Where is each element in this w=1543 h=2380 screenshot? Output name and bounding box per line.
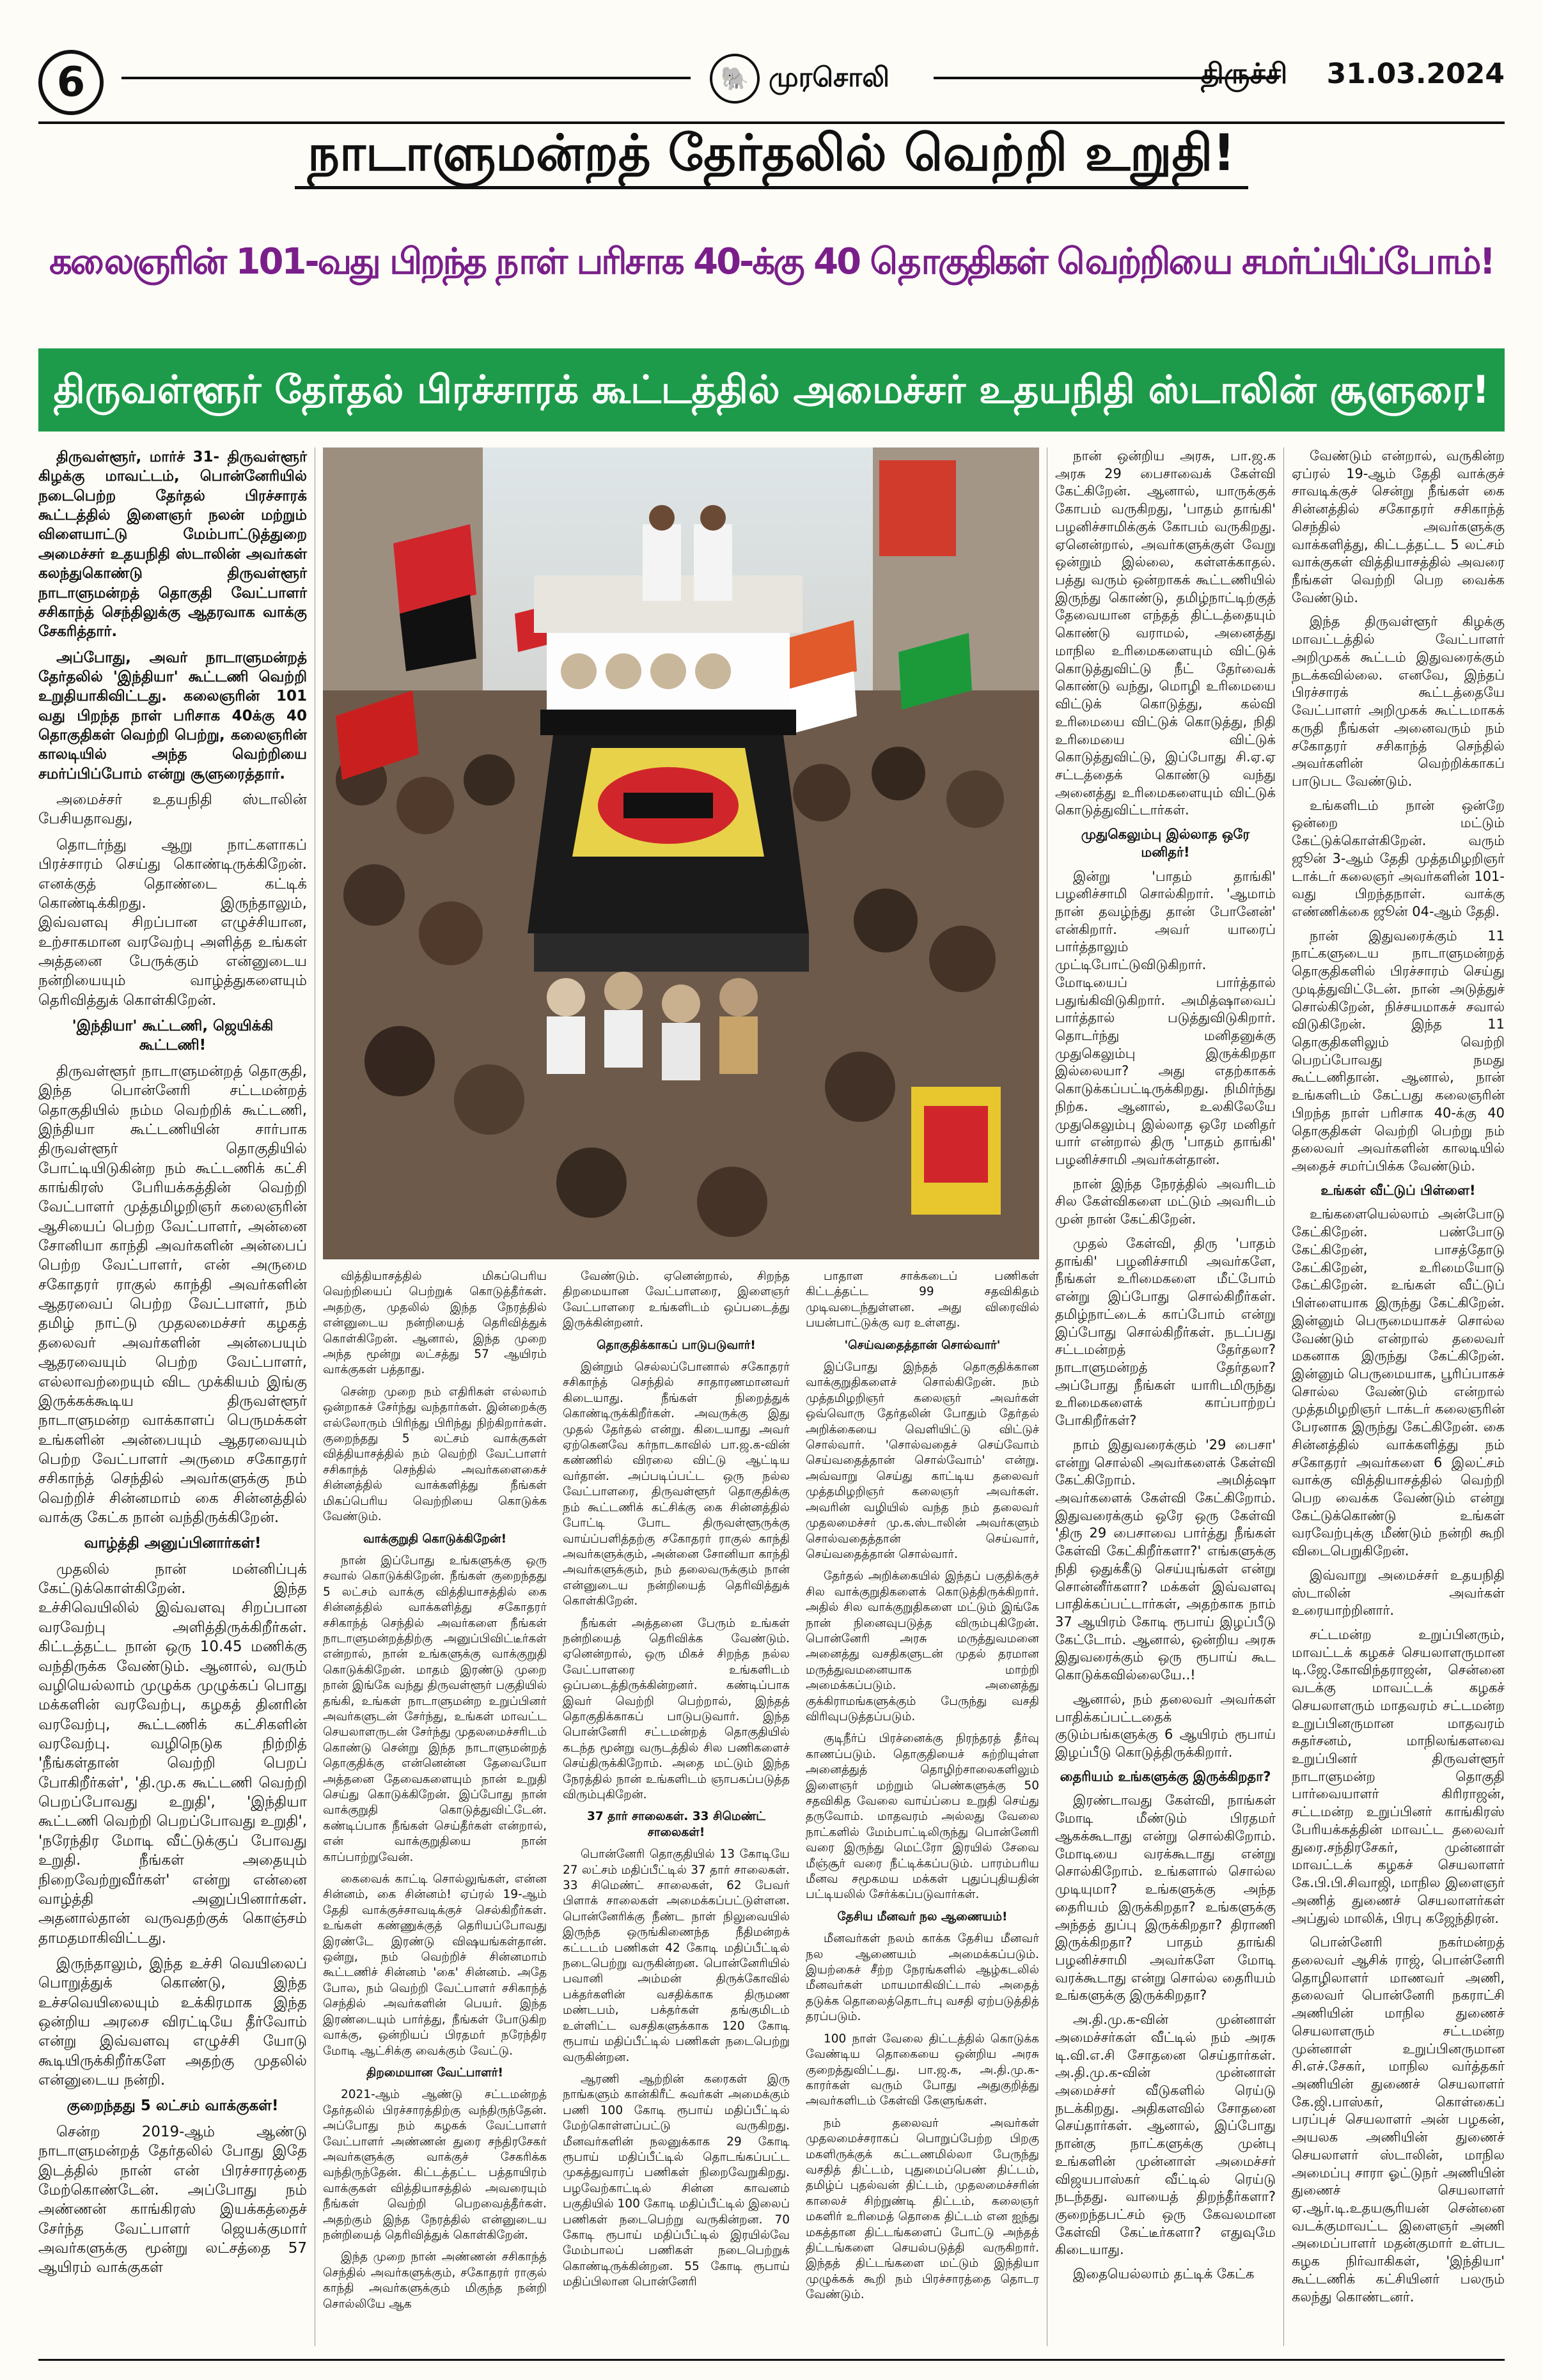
issue-date: 31.03.2024 — [1326, 58, 1505, 90]
subheading: 'செய்வதைத்தான் சொல்வார்' — [844, 1338, 1001, 1352]
article-paragraph: முதலில் நான் மன்னிப்புக் கேட்டுக்கொள்கிறேன். இந்த உச்சிவெயிலில் இவ்வளவு சிறப்பான வரவேற்பு அளித்திருக்கிறீர்கள். கிட்டத்தட்ட நான் ஒரு 10.45 மணிக்கு வந்திருக்க வேண்டும். ஆனால், வரும் வழியெல்லாம் முழுக்க முழுக்கப் பொது மக்களின் வரவேற்பு, கழகத் தினரின் வரவேற்பு, கூட்டணிக் கட்சிகளின் வரவேற்பு. வழிநெடுக நிற்றித் 'நீங்கள்தான் வெற்றி பெறப் போகிறீர்கள்', 'தி.மு.க கூட்டணி வெற்றி பெறப்போவது உறுதி', 'இந்தியா கூட்டணி வெற்றி பெறப்போவது உறுதி', 'நரேந்திர மோடி வீட்டுக்குப் போவது உறுதி. நீங்கள் அதையும் நிறைவேற்றுவீர்கள்' என்று என்னை வாழ்த்தி அனுப்பினார்கள். அதனால்தான் வருவதற்குக் கொஞ்சம் தாமதமாகிவிட்டது. — [38, 1560, 307, 1947]
edition-date — [1201, 58, 1505, 94]
article-paragraph: உங்களிடம் நான் ஒன்றே ஒன்றை மட்டும் கேட்டுக்கொள்கிறேன். வரும் ஜூன் 3-ஆம் தேதி முத்தமிழறிஞர் டாக்டர் கலைஞர் அவர்களின் 101-வது பிறந்தநாள். வாக்கு எண்ணிக்கை ஜூன் 04-ஆம் தேதி. — [1292, 797, 1505, 919]
article-column-1 — [38, 447, 307, 2346]
article-paragraph: நம் தலைவர் அவர்கள் முதலமைச்சராகப் பொறுப்பேற்ற பிறகு மகளிருக்குக் கட்டணமில்லா பேருந்து வசதித் திட்டம், புதுமைப்பெண் திட்டம், தமிழ்ப் புதல்வன் திட்டம், முதலமைச்சரின் காலைச் சிற்றுண்டி திட்டம், கலைஞர் மகளிர் உரிமைத் தொகை திட்டம் என ஐந்து மகத்தான திட்டங்களைப் போட்டு அந்தத் திட்டங்களை செயல்படுத்தி வருகிறார். இந்தத் திட்டங்களை மட்டும் இந்தியா முழுக்கக் கூறி நம் பிரச்சாரத்தை தொடர வேண்டும். — [806, 2116, 1039, 2302]
masthead — [38, 45, 1505, 124]
article-paragraph: நான் இதுவரைக்கும் 11 நாட்களுடைய நாடாளுமன்றத் தொகுதிகளில் பிரச்சாரம் செய்து முடித்துவிட்டேன். நான் அடுத்துச் சொல்கிறேன், நிச்சயமாகச் சவால் விடுகிறேன். இந்த 11 தொகுதிகளிலும் வெற்றி பெறப்போவது நமது கூட்டணிதான். ஆனால், நான் உங்களிடம் கேட்பது கலைஞரின் பிறந்த நாள் பரிசாக 40-க்கு 40 தொகுதிகள் வெற்றி பெற்று நம் தலைவர் அவர்களின் காலடியில் அதைச் சமர்ப்பிக்க வேண்டும். — [1292, 928, 1505, 1174]
column-rule — [1283, 447, 1284, 2346]
subheading: தைரியம் உங்களுக்கு இருக்கிறதா? — [1060, 1768, 1271, 1784]
page-number: 6 — [38, 50, 104, 115]
elephant-logo-icon: 🐘 — [710, 54, 760, 104]
article-paragraph: ஆரணி ஆற்றின் கரைகள் இரு நாங்களும் கான்கிரீட் சுவர்கள் அமைக்கும் பணி 100 கோடி ரூபாய் மதிப்பீட்டில் மேற்கொள்ளப்பட்டு வருகிறது. மீனவர்களின் நலனுக்காக 29 கோடி ரூபாய் மதிப்பீட்டில் தொடங்கப்பட்ட முகத்துவாரப் பணிகள் நிறைவேறுகிறது. பழவேற்காட்டில் சின்ன காவனம் பகுதியில் 100 கோடி மதிப்பீட்டில் இலைப் பணிகள் நடைபெற்று வருகின்றன. 70 கோடி ரூபாய் மதிப்பீட்டில் இரயில்வே மேம்பாலப் பணிகள் நடைபெற்றுக் கொண்டிருக்கின்றன. 55 கோடி ரூபாய் மதிப்பிலான பொன்னேரி — [563, 2072, 790, 2289]
article-paragraph: ஆனால், நம் தலைவர் அவர்கள் பாதிக்கப்பட்டதைக் குடும்பங்களுக்கு 6 ஆயிரம் ரூபாய் இழப்பீடு கொடுத்திருக்கிறார். — [1055, 1691, 1276, 1761]
article-paragraph: இருந்தாலும், இந்த உச்சி வெயிலைப் பொறுத்துக் கொண்டு, இந்த உச்சவெயிலையும் உக்கிரமாக இந்த ஒன்றிய அரசை விரட்டியே தீர்வோம் என்று இவ்வளவு எழுச்சி யோடு கூடியிருக்கிறீர்களே அதற்கு முதலில் என்னுடைய நன்றி. — [38, 1955, 307, 2089]
subheading: திறமையான வேட்பாளர்! — [366, 2065, 503, 2080]
article-paragraph: மீனவர்கள் நலம் காக்க தேசிய மீனவர் நல ஆணையம் அமைக்கப்படும். இயற்கைச் சீற்ற நேரங்களில் ஆழ்கடலில் மீனவர்கள் மாயமாகிவிட்டால் அதைத் தடுக்க தொலைத்தொடர்பு வசதி ஏற்படுத்தித் தரப்படும். — [806, 1932, 1039, 2024]
headline: கலைஞரின் 101-வது பிறந்த நாள் பரிசாக 40-க்கு 40 தொகுதிகள் வெற்றியை சமர்ப்பிப்போம்! — [49, 241, 1494, 283]
article-column-2 — [323, 1269, 547, 2346]
article-paragraph: நான் இப்போது உங்களுக்கு ஒரு சவால் கொடுக்கிறேன். நீங்கள் குறைந்தது 5 லட்சம் வாக்கு வித்தியாசத்தில் கை சின்னத்தில் வாக்களித்து சகோதரர் சசிகாந்த் செந்தில் அவர்களை நீங்கள் நாடாளுமன்றத்திற்கு அனுப்பிவிட்டீர்கள் என்றால், நான் உங்களுக்கு வாக்குறுதி கொடுக்கிறேன். மாதம் இரண்டு முறை நான் இங்கே வந்து திருவள்ளூர் பகுதியில் தங்கி, உங்கள் நாடாளுமன்ற உறுப்பினர் அவர்களுடன் சேர்ந்து, உங்கள் மாவட்ட செயலாளருடன் சேர்ந்து முதலமைச்சரிடம் கொண்டு சென்று இந்த நாடாளுமன்றத் தொகுதிக்கு என்னென்ன தேவையோ அத்தனை தேவைகளையும் நான் உறுதி செய்து கொடுக்கிறேன். இப்போது நான் வாக்குறுதி கொடுத்துவிட்டேன். கண்டிப்பாக நீங்கள் செய்தீர்கள் என்றால், என் வாக்குறுதியை நான் காப்பாற்றுவேன். — [323, 1553, 547, 1864]
article-paragraph: இன்றும் செல்லப்போனால் சகோதரர் சசிகாந்த் செந்தில் சாதாரணமானவர் கிடையாது. நீங்கள் நிறைத்துக் கொண்டிருக்கிறீர்கள். அவருக்கு இது முதல் தேர்தல் என்று. கிடையாது அவர் ஏற்கெனவே கர்நாடகாவில் பா.ஜ.க-வின் கண்ணில் விரலை விட்டு ஆட்டிய வர்தான். அப்படிப்பட்ட ஒரு நல்ல வேட்பாளரை, திருவள்ளூர் தொகுதிக்கு நம் கூட்டணிக் கட்சிக்கு கை சின்னத்தில் போட்டி போட திருவள்ளூருக்கு வாய்ப்பளித்தற்கு சகோதரர் ராகுல் காந்தி அவர்களுக்கும், அன்னை சோனியா காந்தி அவர்களுக்கும், நம் தலைவருக்கும் நான் என்னுடைய நன்றியைத் தெரிவித்துக் கொள்கிறேன். — [563, 1360, 790, 1608]
article-paragraph: இதையெல்லாம் தட்டிக் கேட்க — [1073, 2266, 1255, 2282]
article-paragraph: உங்களையெல்லாம் அன்போடு கேட்கிறேன். பண்போடு கேட்கிறேன், பாசத்தோடு கேட்கிறேன், உரிமையோடு கேட்கிறேன். உங்கள் வீட்டுப் பிள்ளையாக இருந்து கேட்கிறேன். இன்னும் பெருமையாகச் சொல்ல வேண்டும் என்றால் தலைவர் மகனாக இருந்து கேட்கிறேன். இன்னும் பெருமையாக, பூரிப்பாகச் சொல்ல வேண்டும் என்றால் முத்தமிழறிஞர் டாக்டர் கலைஞரின் பேரனாக இருந்து கேட்கிறேன். கை சின்னத்தில் வாக்களித்து நம் சகோதரர் அவர்களை 6 இலட்சம் வாக்கு வித்தியாசத்தில் வெற்றி பெற வைக்க வேண்டும் என்று கேட்டுக்கொண்டு உங்கள் வரவேற்புக்கு மீண்டும் நன்றி கூறி விடைபெறுகிறேன். — [1292, 1206, 1505, 1559]
article-column-5 — [1055, 447, 1276, 2346]
subheading: தொகுதிக்காகப் பாடுபடுவார்! — [597, 1338, 756, 1352]
subheading: 37 தார் சாலைகள். 33 சிமெண்ட் சாலைகள்! — [587, 1810, 765, 1839]
article-paragraph: இன்று 'பாதம் தாங்கி' பழனிச்சாமி சொல்கிறார். 'ஆமாம் நான் தவழ்ந்து தான் போனேன்' என்கிறார். அவர் யாரைப் பார்த்தாலும் முட்டிபோட்டுவிடுகிறார். மோடியைப் பார்த்தால் பதுங்கிவிடுகிறார். அமித்ஷாவைப் பார்த்தால் படுத்துவிடுகிறார். தொடர்ந்து மனிதனுக்கு முதுகெலும்பு இருக்கிறதா இல்லையா? அது எதற்காகக் கொடுக்கப்பட்டிருக்கிறது. நிமிர்ந்து நிற்க. ஆனால், உலகிலேயே முதுகெலும்பு இல்லாத ஒரே மனிதர் யார் என்றால் திரு 'பாதம் தாங்கி' பழனிச்சாமி அவர்கள்தான். — [1055, 868, 1276, 1168]
article-paragraph: திருவள்ளூர் நாடாளுமன்றத் தொகுதி, இந்த பொன்னேரி சட்டமன்றத் தொகுதியில் நம்ம வெற்றிக் கூட்டணி, இந்தியா கூட்டணியின் சார்பாக திருவள்ளூர் தொகுதியில் போட்டியிடுகின்ற நம் கூட்டணிக் கட்சி காங்கிரஸ் பேரியக்கத்தின் வெற்றி வேட்பாளர் முத்தமிழறிஞர் கலைஞரின் ஆசியைப் பெற்ற வேட்பாளர், அன்னை சோனியா காந்தி அவர்களின் அன்பைப் பெற்ற வேட்பாளர், என் அருமை சகோதரர் ராகுல் காந்தி அவர்களின் ஆதரவைப் பெற்ற வேட்பாளர், நம் தமிழ் நாட்டு முதலமைச்சர் கழகத் தலைவர் அவர்களின் அன்பையும் ஆதரவையும் பெற்ற வேட்பாளர், எல்லாவற்றையும் விட முக்கியம் இங்கு இருக்கக்கூடிய திருவள்ளூர் நாடாளுமன்ற வாக்காளப் பெருமக்கள் உங்களின் அன்பையும் ஆதரவையும் பெற்ற வேட்பாளர் அருமை சகோதரர் சசிகாந்த் செந்தில் அவர்களுக்கு நம் வெற்றிச் சின்னமாம் கை சின்னத்தில் வாக்கு கேட்க நான் வந்திருக்கிறேன். — [38, 1062, 307, 1527]
subheading: தேசிய மீனவர் நல ஆணையம்! — [837, 1909, 1008, 1924]
article-paragraph: சென்ற 2019-ஆம் ஆண்டு நாடாளுமன்றத் தேர்தலில் போது இதே இடத்தில் நான் என் பிரச்சாரத்தை மேற்கொண்டேன். அப்போது நம் அண்ணன் காங்கிரஸ் இயக்கத்தைச் சேர்ந்த வேட்பாளர் ஜெயக்குமார் அவர்களுக்கு மூன்று லட்சத்தை 57 ஆயிரம் வாக்குகள் — [38, 2123, 307, 2276]
subheading: குறைந்தது 5 லட்சம் வாக்குகள்! — [67, 2097, 279, 2115]
article-column-3 — [563, 1269, 790, 2346]
article-paragraph: நீங்கள் அத்தனை பேரும் உங்கள் நன்றியைத் தெரிவிக்க வேண்டும். ஏனென்றால், ஒரு மிகச் சிறந்த நல்ல வேட்பாளரை உங்களிடம் ஒப்படைத்திருக்கின்றனர். கண்டிப்பாக இவர் வெற்றி பெற்றால், இந்தத் தொகுதிக்காகப் பாடுபடுவார். இந்த பொன்னேரி சட்டமன்றத் தொகுதியில் கடந்த மூன்று வருடத்தில் சில பணிகளைச் செய்திருக்கிறோம். அதை மட்டும் இந்த நேரத்தில் நான் உங்களிடம் ஞாபகப்படுத்த விரும்புகிறேன். — [563, 1616, 790, 1801]
kicker-text: நாடாளுமன்றத் தேர்தலில் வெற்றி உறுதி! — [295, 125, 1248, 189]
brand — [710, 54, 889, 104]
article-column-6 — [1292, 447, 1505, 2346]
green-banner: திருவள்ளூர் தேர்தல் பிரச்சாரக் கூட்டத்தில் அமைச்சர் உதயநிதி ஸ்டாலின் சூளுரை! — [38, 348, 1505, 432]
article-paragraph: வித்தியாசத்தில் மிகப்பெரிய வெற்றியைப் பெற்றுக் கொடுத்தீர்கள். அதற்கு, முதலில் இந்த நேரத்தில் என்னுடைய நன்றியைத் தெரிவித்துக் கொள்கிறேன். ஆனால், இந்த முறை அந்த மூன்று லட்சத்து 57 ஆயிரம் வாக்குகள் பத்தாது. — [323, 1270, 547, 1377]
rally-photo-illustration — [323, 447, 1039, 1259]
article-paragraph: தேர்தல் அறிக்கையில் இந்தப் பகுதிக்குச் சில வாக்குறுதிகளைக் கொடுத்திருக்கிறார். அதில் சில வாக்குறுதிகளை மட்டும் இங்கே நான் நினைவுபடுத்த விரும்புகிறேன். பொன்னேரி அரசு மருத்துவமனை அனைத்து வசதிகளுடன் முதல் தரமான மருத்துவமனையாக மாற்றி அமைக்கப்படும். அனைத்து குக்கிராமங்களுக்கும் பேருந்து வசதி விரிவுபடுத்தப்படும். — [806, 1569, 1039, 1723]
subheading: 'இந்தியா' கூட்டணி, ஜெயிக்கி கூட்டணி! — [72, 1018, 274, 1054]
article-paragraph: முதல் கேள்வி, திரு 'பாதம் தாங்கி' பழனிச்சாமி அவர்களே, நீங்கள் உரிமைகளை மீட்போம் என்று இப்போது சொல்கிறீர்கள். தமிழ்நாட்டைக் காப்போம் என்று இப்போது சொல்கிறீர்கள். நடப்பது சட்டமன்றத் தேர்தலா? நாடாளுமன்றத் தேர்தலா? அப்போது நீங்கள் யாரிடமிருந்து உரிமைகளைக் காப்பாற்றப் போகிறீர்கள்? — [1055, 1235, 1276, 1429]
article-paragraph: நான் ஒன்றிய அரசு, பா.ஜ.க அரசு 29 பைசாவைக் கேள்வி கேட்கிறேன். ஆனால், யாருக்குக் கோபம் வருகிறது, 'பாதம் தாங்கி' பழனிச்சாமிக்குக் கோபம் வருகிறது. ஏனென்றால், அவர்களுக்குள் வேறு ஒன்றும் இல்லை, கள்ளக்காதல். பத்து வரும் ஒன்றாகக் கூட்டணியில் இருந்து கொண்டு, தமிழ்நாட்டிற்குத் தேவையான எந்தத் திட்டத்தையும் கொண்டு வராமல், அனைத்து மாநில உரிமைகளையும் விட்டுக் கொடுத்துவிட்டு நீட் தேர்வைக் கொண்டு வந்து, மொழி உரிமையை விட்டுக் கொடுத்து, கல்வி உரிமையை விட்டுக் கொடுத்து, நிதி உரிமையை விட்டுக் கொடுத்துவிட்டு, இப்போது சி.ஏ.ஏ சட்டத்தைக் கொண்டு வந்து அனைத்து உரிமைகளையும் விட்டுக் கொடுத்துவிட்டார்கள். — [1055, 448, 1276, 818]
subheading: வாழ்த்தி அனுப்பினார்கள்! — [84, 1535, 262, 1552]
subheading: முதுகெலும்பு இல்லாத ஒரே மனிதர்! — [1081, 827, 1250, 860]
article-paragraph: தொடர்ந்து ஆறு நாட்களாகப் பிரச்சாரம் செய்து கொண்டிருக்கிறேன். எனக்குத் தொண்டை கட்டிக் கொண்டிக்கிறது. இருந்தாலும், இவ்வளவு சிறப்பான எழுச்சியான, உற்சாகமான வரவேற்பு அளித்த உங்கள் அத்தனை பேருக்கும் என்னுடைய நன்றியையும் வாழ்த்துகளையும் தெரிவித்துக் கொள்கிறேன். — [38, 836, 307, 1009]
brand-name: முரசொலி — [769, 61, 889, 93]
article-paragraph: இரண்டாவது கேள்வி, நாங்கள் மோடி மீண்டும் பிரதமர் ஆகக்கூடாது என்று சொல்கிறோம். மோடியை வரக்கூடாது என்று சொல்கிறோம். உங்களால் சொல்ல முடியுமா? உங்களுக்கு அந்த தைரியம் இருக்கிறதா? உங்களுக்கு அந்தத் துப்பு இருக்கிறதா? திராணி இருக்கிறதா? பாதம் தாங்கி பழனிச்சாமி அவர்களே மோடி வரக்கூடாது என்று சொல்ல தைரியம் உங்களுக்கு இருக்கிறதா? — [1055, 1793, 1276, 2003]
article-paragraph: வேண்டும் என்றால், வருகின்ற ஏப்ரல் 19-ஆம் தேதி வாக்குச் சாவடிக்குச் சென்று நீங்கள் கை சின்னத்தில் சகோதரர் சசிகாந்த் செந்தில் அவர்களுக்கு வாக்களித்து, கிட்டத்தட்ட 5 லட்சம் வாக்குகள் வித்தியாசத்தில் அவரை நீங்கள் வெற்றி பெற வைக்க வேண்டும். — [1292, 448, 1505, 605]
article-paragraph: இந்த முறை நான் அண்ணன் சசிகாந்த் செந்தில் அவர்களுக்கும், சகோதரர் ராகுல் காந்தி அவர்களுக்கும் மிகுந்த நன்றி சொல்லியே ஆக — [323, 2250, 547, 2311]
subheading: உங்கள் வீட்டுப் பிள்ளை! — [1320, 1182, 1476, 1198]
article-lead: திருவள்ளூர், மார்ச் 31- திருவள்ளூர் கிழக்கு மாவட்டம், பொன்னேரியில் நடைபெற்ற தேர்தல் பிரச்சாரக் கூட்டத்தில் இளைஞர் நலன் மற்றும் விளையாட்டு மேம்பாட்டுத்துறை அமைச்சர் உதயநிதி ஸ்டாலின் அவர்கள் கலந்துகொண்டு திருவள்ளூர் நாடாளுமன்றத் தொகுதி வேட்பாளர் சசிகாந்த் செந்திலுக்கு ஆதரவாக வாக்கு சேகரித்தார். — [38, 449, 307, 641]
article-paragraph: அ.தி.மு.க-வின் முன்னாள் அமைச்சர்கள் வீட்டில் நம் அரசு டி.வி.எ.சி சோதனை செய்தார்கள். அ.தி.மு.க-வின் முன்னாள் அமைச்சர் வீடுகளில் ரெய்டு நடக்கிறது. அதிகளவில் சோதனை செய்தார்கள். ஆனால், இப்போது நான்கு நாட்களுக்கு முன்பு உங்களின் முன்னாள் அமைச்சர் விஜயபாஸ்கர் வீட்டில் ரெய்டு நடந்தது. வாயைத் திறந்தீர்களா? குறைந்தபட்சம் ஒரு கேவலமான கேள்வி கேட்டீர்களா? எதுவுமே கிடையாது. — [1055, 2012, 1276, 2258]
edition-name: திருச்சி — [1200, 58, 1288, 90]
rally-photo — [323, 447, 1039, 1259]
article-paragraph: வேண்டும். ஏனென்றால், சிறந்த திறமையான வேட்பாளரை, இளைஞர் வேட்பாளரை உங்களிடம் ஒப்படைத்து இருக்கின்றனர். — [563, 1270, 790, 1330]
masthead-rule-left — [121, 77, 691, 79]
article-paragraph: அப்போது, அவர் நாடாளுமன்றத் தேர்தலில் 'இந்தியா' கூட்டணி வெற்றி உறுதியாகிவிட்டது. கலைஞரின் 101 வது பிறந்த நாள் பரிசாக 40க்கு 40 தொகுதிகள் வெற்றி பெற்று, கலைஞரின் காலடியில் அந்த வெற்றியை சமர்ப்பிப்போம் என்று சூளுரைத்தார். — [38, 649, 307, 782]
article-paragraph: நாம் இதுவரைக்கும் '29 பைசா' என்று சொல்லி அவர்களைக் கேள்வி கேட்கிறோம். அமித்ஷா அவர்களைக் கேள்வி கேட்கிறோம். இதுவரைக்கும் ஒரே ஒரு கேள்வி 'திரு 29 பைசாவை பார்த்து நீங்கள் கேள்வி கேட்கிறீர்களா?' எங்களுக்கு நிதி ஒதுக்கீடு செய்யுங்கள் என்று சொன்னீர்களா? மக்கள் இவ்வளவு பாதிக்கப்பட்டார்கள், அதற்காக நாம் 37 ஆயிரம் கோடி ரூபாய் இழப்பீடு கேட்டோம். ஆனால், ஒன்றிய அரசு இதுவரைக்கும் ஒரு ரூபாய் கூட கொடுக்கவில்லையே..! — [1055, 1436, 1276, 1683]
article-paragraph: 100 நாள் வேலை திட்டத்தில் கொடுக்க வேண்டிய தொகையை ஒன்றிய அரசு குறைத்துவிட்டது. பா.ஜ.க, அ.தி.மு.க-காரர்கள் வரும் போது அதுகுறித்து அவர்களிடம் கேள்வி கேளுங்கள். — [806, 2032, 1039, 2108]
article-paragraph: குடிநீர்ப் பிரச்னைக்கு நிரந்தரத் தீர்வு காணப்படும். தொகுதியைச் சுற்றியுள்ள அனைத்துத் தொழிற்சாலைகளிலும் இளைஞர் மற்றும் பெண்களுக்கு 50 சதவிகித வேலை வாய்ப்பை உறுதி செய்து தருவோம். மாதவரம் அல்லது வேலை நாட்களில் மேம்பாட்டிலிருந்து பொன்னேரி வரை இருந்து மெட்ரோ இரயில் சேவை மீஞ்சூர் வரை நீட்டிக்கப்படும். பாரம்பரிய மீனவ சமூகமய மக்கள் புதுப்புதியதின் பட்டியலில் சேர்க்கப்படுவார்கள். — [806, 1732, 1039, 1902]
footer-rule — [38, 2359, 1505, 2361]
article-paragraph: இந்த திருவள்ளூர் கிழக்கு மாவட்டத்தில் வேட்பாளர் அறிமுகக் கூட்டம் இதுவரைக்கும் நடக்கவில்லை. எனவே, இந்தப் பிரச்சாரக் கூட்டத்தையே வேட்பாளர் அறிமுகக் கூட்டமாகக் கருதி நீங்கள் அனைவரும் நம் சகோதரர் சசிகாந்த் செந்தில் அவர்களின் வெற்றிக்காகப் பாடுபட வேண்டும். — [1292, 614, 1505, 789]
article-paragraph: சென்ற முறை நம் எதிரிகள் எல்லாம் ஒன்றாகச் சேர்ந்து வந்தார்கள். இன்றைக்கு எல்லோரும் பிரிந்து பிரிந்து நிற்கிறார்கள். குறைந்தது 5 லட்சம் வாக்குகள் வித்தியாசத்தில் நம் வெற்றி வேட்பாளர் சசிகாந்த் செந்தில் அவர்களைகைச் சின்னத்தில் வாக்களித்து நீங்கள் மிகப்பெரிய வெற்றியை கொடுக்க வேண்டும். — [323, 1385, 547, 1524]
article-column-4 — [806, 1269, 1039, 2346]
article-paragraph: கைவைக் காட்டி சொல்லுங்கள், என்ன சின்னம், கை சின்னம்! ஏப்ரல் 19-ஆம் தேதி வாக்குச்சாவடிக்குச் செல்கிறீர்கள். உங்கள் கண்ணுக்குத் தெரியப்போவது இரண்டே இரண்டு விஷயங்கள்தான். ஒன்று, நம் வெற்றிச் சின்னமாம் கூட்டணிச் சின்னம் 'கை' சின்னம். அதே போல, நம் வெற்றி வேட்பாளர் சசிகாந்த் செந்தில் அவர்களின் பெயர். இந்த இரண்டையும் பார்த்து, நீங்கள் போடுகிற வாக்கு, ஒன்றியப் பிரதமர் நரேந்திர மோடி ஆட்சிக்கு வைக்கும் வேட்டு. — [323, 1872, 547, 2058]
subheading: வாக்குறுதி கொடுக்கிறேன்! — [363, 1532, 507, 1546]
article-paragraph: அமைச்சர் உதயநிதி ஸ்டாலின் பேசியதாவது, — [38, 791, 307, 828]
article-paragraph: 2021-ஆம் ஆண்டு சட்டமன்றத் தேர்தலில் பிரச்சாரத்திற்கு வந்திருந்தேன். அப்போது நம் கழகக் வேட்பாளர் வேட்பாளர் அண்ணன் துரை சந்திரசேகர் அவர்களுக்கு வாக்குச் சேகரிக்க வந்திருந்தேன். கிட்டத்தட்ட பத்தாயிரம் வாக்குகள் வித்தியாசத்தில் அவரையும் நீங்கள் வெற்றி பெறவைத்தீர்கள். அதற்கும் இந்த நேரத்தில் என்னுடைய நன்றியைத் தெரிவித்துக் கொள்கிறேன். — [323, 2088, 547, 2242]
article-paragraph: இவ்வாறு அமைச்சர் உதயநிதி ஸ்டாலின் அவர்கள் உரையாற்றினார். — [1292, 1567, 1505, 1619]
article-paragraph: சட்டமன்ற உறுப்பினரும், மாவட்டக் கழகச் செயலாளருமான டி.ஜே.கோவிந்தராஜன், சென்னை வடக்கு மாவட்டக் கழகச் செயலாளரும் மாதவரம் சட்டமன்ற உறுப்பினருமான மாதவரம் சுதர்சனம், மாநிலங்களவை உறுப்பினர் திருவள்ளூர் நாடாளுமன்ற தொகுதி பார்வையாளர் கிரிராஜன், சட்டமன்ற உறுப்பினர் காங்கிரஸ் பேரியக்கத்தின் மாவட்ட தலைவர் துரை.சந்திரசேகர், முன்னாள் மாவட்டக் கழகச் செயலாளர் கே.பி.பி.சிவாஜி, மாநில இளைஞர் அணித் துணைச் செயலாளர்கள் அப்துல் மாலிக், பிரபு கஜேந்திரன். — [1292, 1627, 1505, 1926]
article-paragraph: பாதாள சாக்கடைப் பணிகள் கிட்டத்தட்ட 99 சதவிகிதம் முடிவடைந்துள்ளன. அது விரைவில் பயன்பாட்டுக்கு வர உள்ளது. — [806, 1270, 1039, 1330]
kicker — [0, 125, 1543, 189]
article-paragraph: நான் இந்த நேரத்தில் அவரிடம் சில கேள்விகளை மட்டும் அவரிடம் முன் நான் கேட்கிறேன். — [1055, 1176, 1276, 1227]
article-paragraph: இப்போது இந்தத் தொகுதிக்கான வாக்குறுதிகளைச் சொல்கிறேன். நம் முத்தமிழறிஞர் கலைஞர் அவர்கள் ஒவ்வொரு தேர்தலின் போதும் தேர்தல் அறிக்கையை வெளியிட்டு விட்டுச் சொல்வார். 'சொல்வதைச் செய்வோம் செய்வதைத்தான் சொல்வோம்' என்று. அவ்வாறு செய்து காட்டிய தலைவர் முத்தமிழறிஞர் கலைஞர் அவர்கள். அவரின் வழியில் வந்த நம் தலைவர் முதலமைச்சர் மு.க.ஸ்டாலின் அவர்களும் சொல்வதைத்தான் செய்வார், செய்வதைத்தான் சொல்வார். — [806, 1360, 1039, 1561]
article-paragraph: பொன்னேரி தொகுதியில் 13 கோடியே 27 லட்சம் மதிப்பீட்டில் 37 தார் சாலைகள். 33 சிமெண்ட் சாலைகள், 62 பேவர் பிளாக் சாலைகள் அமைக்கப்பட்டுள்ளன. பொன்னேரிக்கு நீண்ட நாள் நிலுவையில் இருந்த ஒருங்கிணைந்த நீதிமன்றக் கட்டடம் பணிகள் 42 கோடி மதிப்பீட்டில் நடைபெற்று வருகின்றன. பொன்னேரியில் பவானி அம்மன் திருக்கோவில் பக்தர்களின் வசதிக்காக திருமண மண்டபம், பக்தர்கள் தங்குமிடம் உள்ளிட்ட வசதிகளுக்காக 120 கோடி ரூபாய் மதிப்பீட்டில் பணிகள் நடைபெற்று வருகின்றன. — [563, 1847, 790, 2064]
article-paragraph: பொன்னேரி நகர்மன்றத் தலைவர் ஆசிக் ராஜ், பொன்னேரி தொழிலாளர் மாணவர் அணி, தலைவர் பொன்னேரி நகராட்சி அணியின் மாநில துணைச் செயலாளரும் சட்டமன்ற முன்னாள் உறுப்பினருமான சி.எச்.சேகர், மாநில வர்த்தகர் அணியின் துணைச் செயலாளர் கே.ஜி.பாஸ்கர், கொள்கைப் பரப்புச் செயலாளர் அன் பழகன், அயலக அணியின் துணைச் செயலாளர் ஸ்டாலின், மாநில அமைப்பு சாரா ஓட்டுநர் அணியின் துணைச் செயலாளர் ஏ.ஆர்.டி.உதயசூரியன் சென்னை வடக்குமாவட்ட இளைஞர் அணி அமைப்பாளர் மதன்குமார் உள்பட கழக நிர்வாகிகள், 'இந்தியா' கூட்டணிக் கட்சியினர் பலரும் கலந்து கொண்டனர். — [1292, 1934, 1505, 2305]
